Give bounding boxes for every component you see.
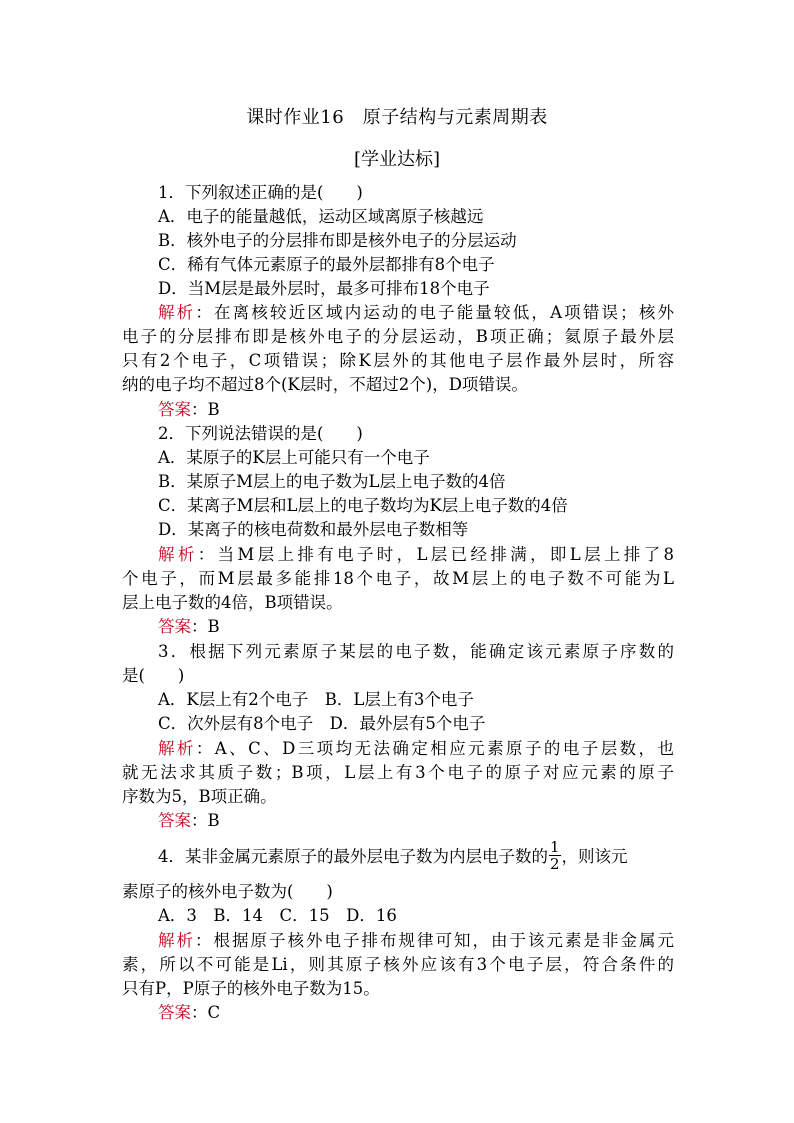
q2-analysis-label: 解析 [158,545,198,564]
q4-analysis-line-3: 只有P，P原子的核外电子数为15。 [122,979,380,998]
q4-analysis-line-1 [158,929,674,953]
q1-option-d: D．当M层是最外层时，最多可排布18个电子 [158,279,490,298]
q4-options-line: A．3 B．14 C．15 D．16 [158,906,397,925]
q2-option-d: D．某离子的核电荷数和最外层电子数相等 [158,520,469,539]
q1-stem: 1．下列叙述正确的是( ) [158,183,363,202]
q4-analysis-text-1: ：根据原子核外电子排布规律可知，由于该元素是非金属元 [195,931,674,950]
q3-analysis-text-1: ：A、C、D三项均无法确定相应元素原子的电子层数，也 [195,739,674,758]
q3-answer-value: ：B [191,811,220,830]
section-heading: [学业达标] [353,149,441,170]
q4-fraction-numerator: 1 [550,838,560,856]
q3-answer-label: 答案 [158,811,191,830]
q1-option-c: C．稀有气体元素原子的最外层都排有8个电子 [158,255,495,274]
q2-answer-label: 答案 [158,617,191,636]
q1-analysis-line-4: 纳的电子均不超过8个(K层时，不超过2个)，D项错误。 [122,375,528,394]
q4-fraction-denominator: 2 [550,855,560,873]
q1-answer-label: 答案 [158,400,191,419]
q3-options-line-1: A．K层上有2个电子 B．L层上有3个电子 [158,690,474,709]
q4-answer-value: ：C [191,1003,221,1022]
q4-answer-label: 答案 [158,1003,191,1022]
q4-stem-line-1 [158,838,674,874]
q1-analysis-line-1 [158,301,674,325]
q2-analysis-line-1 [158,543,674,567]
q2-option-b: B．某原子M层上的电子数为L层上电子数的4倍 [158,472,506,491]
q4-analysis-label: 解析 [158,931,195,950]
page-title: 课时作业16 原子结构与元素周期表 [246,107,548,128]
q2-answer [158,615,674,639]
q3-analysis-label: 解析 [158,739,196,758]
q3-answer [158,809,674,833]
q2-analysis-line-3: 层上电子数的4倍，B项错误。 [122,593,343,612]
q4-analysis-line-2: 素，所以不可能是Li，则其原子核外应该有3个电子层，符合条件的 [122,955,674,974]
q3-stem-line-1: 3．根据下列元素原子某层的电子数，能确定该元素原子序数的 [158,642,674,661]
q1-answer-value: ：B [191,400,220,419]
q2-analysis-line-2: 个电子，而M层最多能排18个电子，故M层上的电子数不可能为L [122,569,674,588]
q4-stem-part-2: ，则该元 [561,847,628,866]
q2-analysis-text-1: ：当M层上排有电子时，L层已经排满，即L层上排了8 [197,545,675,564]
q3-stem-line-2: 是( ) [122,666,185,685]
q4-answer [158,1001,674,1025]
q1-analysis-line-3: 只有2个电子，C项错误；除K层外的其他电子层作最外层时，所容 [122,351,674,370]
q3-analysis-line-3: 序数为5，B项正确。 [122,787,277,806]
q4-stem-line-2: 素原子的核外电子数为( ) [122,882,333,901]
q3-options-line-2: C．次外层有8个电子 D．最外层有5个电子 [158,714,486,733]
q1-analysis-line-2: 电子的分层排布即是核外电子的分层运动，B项正确；氦原子最外层 [122,327,674,346]
q4-fraction [549,839,561,872]
q1-option-b: B．核外电子的分层排布即是核外电子的分层运动 [158,231,517,250]
q2-option-c: C．某离子M层和L层上的电子数均为K层上电子数的4倍 [158,496,568,515]
q4-stem-part-1: 4．某非金属元素原子的最外层电子数为内层电子数的 [158,847,548,866]
q1-analysis-label: 解析 [158,303,196,322]
q1-analysis-text-1: ：在离核较近区域内运动的电子能量较低，A项错误；核外 [195,303,674,322]
q2-answer-value: ：B [191,617,220,636]
q1-answer [158,398,674,422]
q2-option-a: A．某原子的K层上可能只有一个电子 [158,448,430,467]
q2-stem: 2．下列说法错误的是( ) [158,424,363,443]
q3-analysis-line-1 [158,737,674,761]
q3-analysis-line-2: 就无法求其质子数；B项，L层上有3个电子的原子对应元素的原子 [122,763,674,782]
q1-option-a: A．电子的能量越低，运动区域离原子核越远 [158,207,484,226]
